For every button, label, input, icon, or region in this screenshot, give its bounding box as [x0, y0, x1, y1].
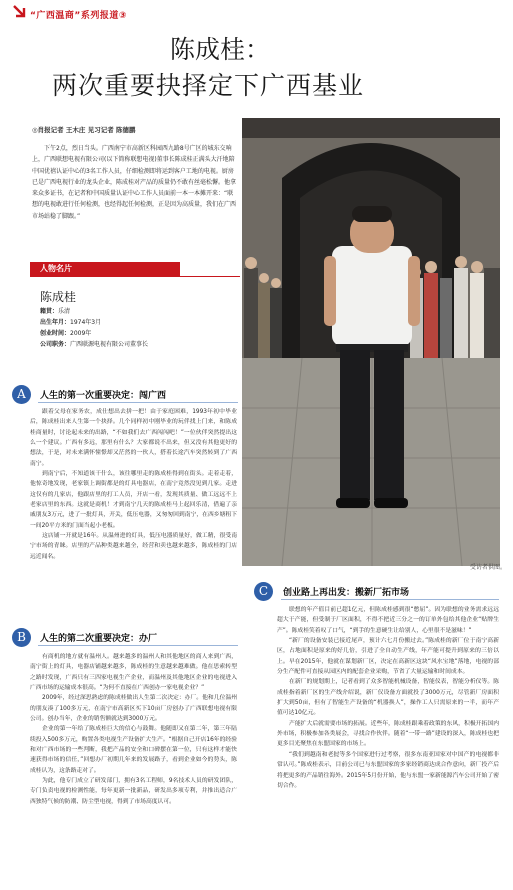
section-c-paragraph: “新厂的设备安装已接近尾声，预计六七月份搬过去。”陈成桂的新厂位于南宁高新区，占地面积是原来的好几倍，引进了全自动生产线，年产能可提升到原来的三倍以上。早在2015年，他就在谋划新厂区，决定在高新区这块“风水宝地”落地，电视的部分生产配件可直接从园区内的配套企业采购，节省了大量运输和时间成本。 — [277, 638, 499, 676]
profile-field-position: 公司职务：广西联源电视有限公司董事长 — [40, 341, 149, 348]
section-c-paragraph: 在新厂的规划期上，记者看到了众多智能机械设备，智能仪表，智能分析仪等。陈成桂指着新厂区的生产线介绍说，新厂仅设备方面就投了3000万元，尽管新厂房面积扩大到50亩，但有了智能生产设备的“机器换人”，操作工人只需原来的一半，而年产值可达10亿元。 — [277, 679, 499, 717]
portrait-photo — [242, 118, 500, 566]
section-b-paragraph: 企业的第一年给了陈成桂巨大的信心与鼓舞。他随即又在第二年，第三年陆续投入500多万元，购置各类电视生产设备扩大生产。“根据自己开店16年的经验和对广西市场的一些判断，我把产品的安全和口碑摆在第一位，只有这样才能快速获得市场的信任，”回想办厂初期几年来的发展路子，看到企业如今的势头，陈成桂认为，这条路走对了。 — [30, 726, 237, 774]
section-c-body — [277, 605, 499, 791]
section-b-paragraph: 2009年，经过深思熟虑的陈成桂做出人生第二次决定：办厂。他和几位温州的朋友凑了100多万元，在南宁市高新区买下10亩厂房创办了广西联想电视有限公司。创办当年，企业的销售额就达到3000万元。 — [30, 695, 237, 723]
section-b-body — [30, 652, 237, 807]
section-b-paragraph: 有商机的地方就有温州人。越来越多的温州人和其他地区的商人来到广西，南宁街上的灯具，电器店铺越来越多，陈成桂的生意越来越难做。他在思索转型之路时发现，广西只有三四家电视生产企业，而温州及其他地区企业的电视进入广西市场的运输成本很高。“为何不直接在广西创办一家电视企业？” — [30, 654, 237, 692]
series-label: “广西温商”系列报道③ — [30, 11, 127, 21]
photo-caption: 受访者供图。 — [470, 564, 507, 571]
section-a-body — [30, 407, 237, 562]
profile-field-birth: 出生年月：1974年3月 — [40, 319, 102, 326]
headline-line-1: 陈成桂： — [170, 35, 271, 64]
profile-name: 陈成桂 — [40, 290, 77, 304]
lead-paragraph — [32, 143, 237, 222]
section-c-paragraph: “我们到越南和老挝等多个国家进行过考察，很多东南亚国家对中国产的电视都非常认可。”陈成桂表示，目前公司已与东盟国家的多家经销商达成合作意向，新厂投产后将把更多的产品销往海外。2015年5月份开始，他与东盟一家新能源汽车公司开始了密切合作。 — [277, 751, 499, 789]
section-a-paragraph: 跟着父母在家务农，成仕想出去拼一把！由于家庭困难，1993年初中毕业后，陈成桂出来人生第一个抉择。几个同样初中刚毕业的玩伴找上门来，和陈成桂商量时，讨论起未来的出路，“不如我们去广西闯闯吧！”一位伙伴突然提出这么一个建议。广西有多远，那里有什么？大家都说不出来，但又没有其他更好的想法，于是，对未来满怀憧憬却又茫然的一伙人，搭着长途汽车突然转到了广西南宁。 — [30, 409, 237, 467]
section-c-title: 创业路上再出发：搬新厂拓市场 — [283, 588, 410, 598]
section-c-paragraph: 产能扩大后就需要市场的拓展。近些年，陈成桂跟乘着政策的东风，积极开拓国内外市场，积极参加各类展会，寻找合作伙伴。随着“一带一路”建设的深入，陈成桂也把更多目光聚焦在东盟国家的市场上。 — [277, 720, 499, 748]
section-a-title: 人生的第一次重要决定：闯广西 — [40, 391, 167, 401]
section-b-title: 人生的第二次重要决定：办厂 — [40, 634, 158, 644]
section-c-paragraph: 联想的年产值目前已超1亿元，但陈成桂感到很“憋屈”。因为联想的业务需求远远超大于产能，但受制于厂区面积，不得不把近三分之一的订单外包给其他企业“贴牌生产”。陈成桂笑着叹了口气，“到手的生意硬生让给别人，心里很不是滋味！” — [277, 607, 499, 634]
byline: ◎肖报记者 王木庄 见习记者 陈德鹏 — [32, 126, 136, 134]
profile-tab-label: 人物名片 — [40, 264, 72, 273]
section-c-rule — [281, 599, 499, 600]
section-a-paragraph: 这店铺一开就是16年。从温州进的灯具，低压电器质量好，做工精，很受南宁市场的青睐。店里的产品种类越来越全，经营和卖也越来越多，陈成桂的门店远近闻名。 — [30, 533, 237, 560]
section-a-paragraph: 到南宁后，不知道该干什么，该往哪里走的陈成桂得到在街头。走着走着，他惊奇地发现，老家镇上调街都是的灯具电器店，在南宁竟然没见到几家。走进这仅有的几家店，他跟店里的打工人员，开店一看，发现其质量、做工远远不上老家店里的东西。这就是商机！才到南宁几天的陈成桂马上起回乐清，借遍了亲戚朋友3万元，进了一批灯具，开关，低压电器，又匆匆回到南宁，在西乡塘租下一间20平方米的门面当起小老板。 — [30, 471, 237, 529]
lead-text: 下午2点，烈日当头。广西南宁市高新区科园西九路8号广区的城东交响上，广西联想电视有限公司(以下简称联想电视)董事长陈成桂正满头大汗地陪中国优禧认证中心的3名工作人员，仔细检测即将运到客户工地的电视。厨房已是广西电视行业的龙头企业，陈成桂对产品的质量仍不敢有丝毫松懈。他拿来众多证书，在记者和中国质量认证中心工作人员面前一本一本摊开来：“联想的电视敢进行任何检测，也经得起任何检测，正是因为高质量，我们在广西市场站稳了脚跟。” — [32, 145, 237, 220]
section-b-rule — [38, 645, 238, 646]
profile-divider — [30, 276, 240, 277]
profile-field-hometown: 籍贯：乐清 — [40, 308, 71, 315]
profile-field-startup: 创业时间：2009年 — [40, 330, 92, 337]
section-a-badge: A — [12, 385, 31, 404]
profile-fields — [40, 306, 148, 350]
section-c-badge: C — [254, 582, 273, 601]
series-arrow-icon — [12, 3, 28, 19]
section-b-paragraph: 为此，他专门成立了研发部门，拥有3名工程师，9名技术人员的研发团队，专门负责电视的检测性能，每年更新一批新品，研发出多项专利，并推出适合广西独特气候的防潮、防尘型电视，得到了市场高度认可。 — [30, 778, 237, 805]
headline-line-2: 两次重要抉择定下广西基业 — [52, 71, 365, 100]
profile-tab — [30, 262, 180, 276]
section-a-rule — [38, 402, 238, 403]
section-b-badge: B — [12, 628, 31, 647]
